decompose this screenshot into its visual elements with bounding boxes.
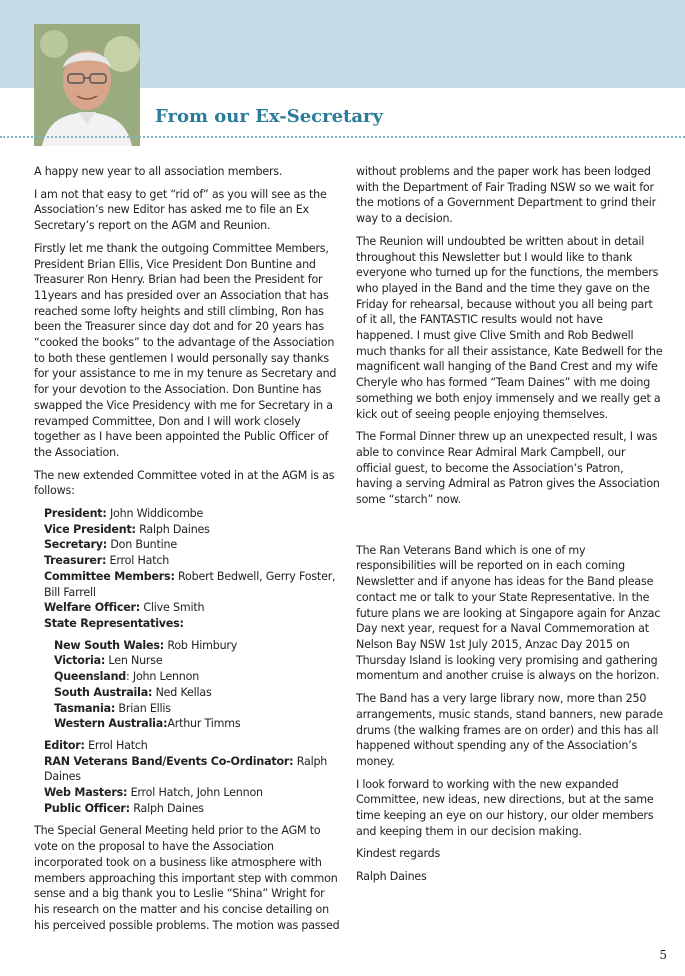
role-name: Clive Smith [140,601,205,615]
state-row [54,669,342,685]
paragraph: A happy new year to all association members. [34,165,283,178]
state-name: : John Lennon [126,670,200,684]
state-label: Tasmania: [54,701,116,715]
committee-row [44,553,342,569]
role-label: Editor: [44,738,85,752]
role-name: Errol Hatch, John Lennon [127,786,263,800]
role-label: RAN Veterans Band/Events Co-Ordinator: [44,754,294,768]
role-label: Committee Members: [44,569,175,583]
dotted-divider [0,136,685,138]
state-row [54,685,342,701]
committee-row [44,738,342,754]
state-label: Queensland [54,670,127,684]
author-photo [34,24,140,146]
committee-row [44,506,342,522]
state-label: New South Wales: [54,638,164,652]
role-name: Don Buntine [107,538,177,552]
committee-row [44,537,342,553]
left-column [34,164,342,940]
role-name: Errol Hatch [84,738,148,752]
committee-row [44,616,342,632]
role-name: Ralph Daines [129,801,204,815]
paragraph: The Ran Veterans Band which is one of my responsibilities will be reported on in each coming Newsletter and if anyone has ideas for the Band please contact me or talk to your State Representative. In the future plans we are looking at Singapore again for Anzac Day next year, request for a Naval Commemoration at Nelson Bay NSW 1st July 2015, Anzac Day 2015 on Thursday Island is looking very promising and gathering momentum and another cruise is always on the horizon. [356,543,661,683]
paragraph: The Reunion will undoubted be written about in detail throughout this Newsletter but I would like to thank everyone who turned up for the functions, the members who played in the Band and the time they gave on the Friday for rehearsal, because without you all being part of it all, the FANTASTIC results would not have happened. I must give Clive Smith and Rob Bedwell much thanks for all their assistance, Kate Bedwell for the magnificent wall hanging of the Band Crest and my wife Cheryle who has formed “Team Daines” with me doing something we both enjoy immensely and we really get a kick out of seeing people enjoying themselves. [356,234,663,421]
state-name: Brian Ellis [115,701,171,715]
state-label: Victoria: [54,654,106,668]
state-row [54,638,342,654]
role-label: Vice President: [44,522,136,536]
paragraph: without problems and the paper work has been lodged with the Department of Fair Trading NSW so we wait for the motions of a Government Department to grind their way to a decision. [356,165,656,226]
state-label: South Austraila: [54,685,153,699]
committee-row [44,600,342,616]
role-label: Secretary: [44,538,108,552]
committee-row [44,801,342,817]
paragraph: The Formal Dinner threw up an unexpected result, I was able to convince Rear Admiral Mark Campbell, our official guest, to become the Association’s Patron, having a serving Admiral as Patron gives the Association some “starch” now. [356,430,660,507]
paragraph: I am not that easy to get “rid of” as you will see as the Association’s new Editor has asked me to file an Ex Secretary’s report on the AGM and Reunion. [34,187,327,233]
role-name: John Widdicombe [106,507,204,521]
page-number: 5 [659,948,667,962]
state-row [54,716,342,732]
committee-row [44,754,342,785]
role-name: Errol Hatch [106,554,170,568]
role-label: Treasurer: [44,554,107,568]
signature-name: Ralph Daines [356,870,427,884]
committee-row [44,569,342,600]
state-name: Len Nurse [105,654,163,668]
committee-row [44,522,342,538]
role-label: President: [44,507,107,521]
state-name: Arthur Timms [167,717,241,731]
committee-row [44,785,342,801]
role-label: Public Officer: [44,801,130,815]
paragraph: I look forward to working with the new expanded Committee, new ideas, new directions, but at the same time keeping an eye on our history, our older members and keeping them in our decision making. [356,777,654,838]
state-row [54,653,342,669]
right-column [356,164,663,892]
paragraph: The Band has a very large library now, more than 250 arrangements, music stands, stand banners, new parade drums (the walking frames are on order) and this has all happened without spending any of the Association’s money. [356,692,663,768]
role-label: State Representatives: [44,616,184,630]
state-name: Rob Himbury [164,638,238,652]
role-label: Welfare Officer: [44,601,141,615]
paragraph: The Special General Meeting held prior to the AGM to vote on the proposal to have the Association incorporated took on a business like atmosphere with members approaching this important step with common sense and a big thank you to Leslie “Shina” Wright for his research on the matter and his concise detailing on his perceived possible problems. The motion was passed [34,824,340,932]
page-title: From our Ex-Secretary [155,106,383,127]
state-label: Western Australia: [54,717,168,731]
state-row [54,701,342,717]
state-representatives-list [54,638,342,732]
role-name: Ralph Daines [44,754,328,784]
paragraph: The new extended Committee voted in at the AGM is as follows: [34,468,335,498]
state-name: Ned Kellas [152,685,212,699]
portrait-image [34,24,140,146]
role-name: Ralph Daines [135,522,210,536]
closing-line: Kindest regards [356,847,441,861]
paragraph: Firstly let me thank the outgoing Committee Members, President Brian Ellis, Vice President Don Buntine and Treasurer Ron Henry. Brian had been the President for 11years and has presided over an Association that has reached some lofty heights and still climbing, Ron has been the Treasurer since day dot and for 20 years has “cooked the books” to the advantage of the Association to both these gentlemen I would personally say thanks for your assistance to me in my tenure as Secretary and for your devotion to the Association. Don Buntine has swapped the Vice Presidency with me for Secretary in a revamped Committee, Don and I will work closely together as I have been appointed the Public Officer of the Association. [34,241,337,459]
role-name: Robert Bedwell, Gerry Foster, Bill Farrell [44,569,336,599]
committee-list [44,506,342,816]
role-label: Web Masters: [44,786,128,800]
spacer [356,515,663,543]
